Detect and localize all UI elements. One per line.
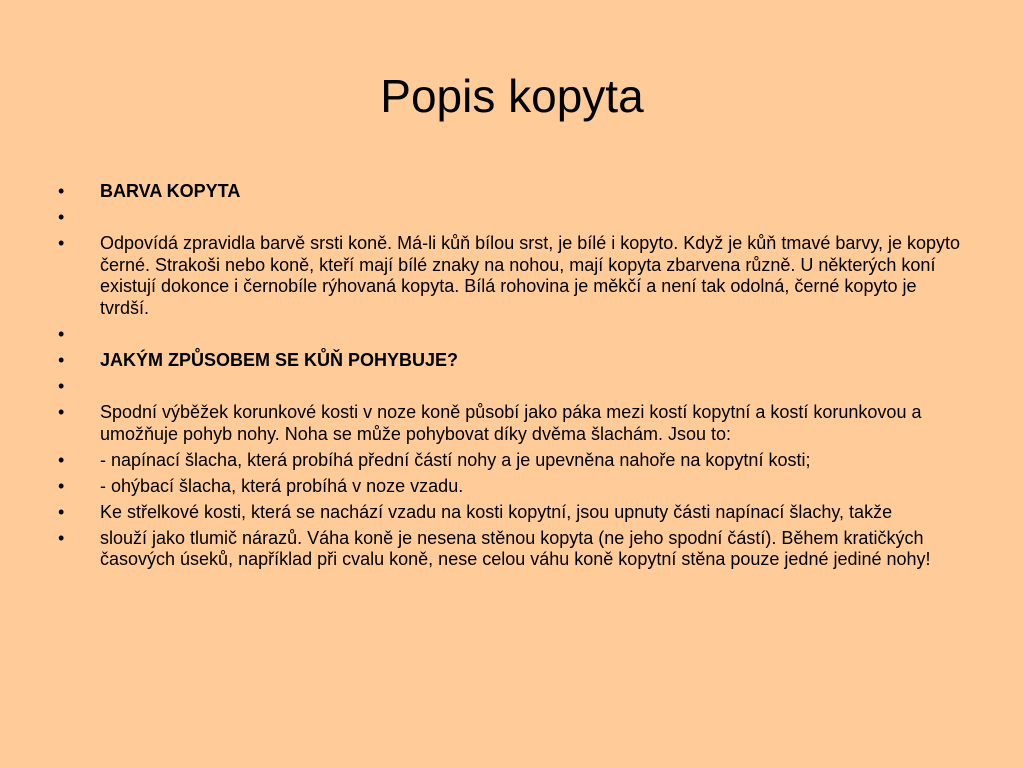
bullet-marker: •: [58, 475, 65, 496]
bullet-marker: •: [58, 501, 65, 522]
bullet-item: [58, 350, 968, 372]
bullet-item: [58, 450, 968, 472]
bullet-text: - ohýbací šlacha, která probíhá v noze vzadu.: [100, 475, 464, 496]
bullet-item: [58, 476, 968, 498]
bullet-marker: •: [58, 449, 65, 470]
slide-title: Popis kopyta: [380, 70, 644, 122]
bullet-item: [58, 502, 968, 524]
bullet-item: [58, 233, 968, 319]
bullet-marker: •: [58, 323, 65, 344]
bullet-item: [58, 376, 968, 398]
bullet-marker: •: [58, 181, 65, 201]
bullet-marker: •: [58, 349, 65, 370]
bullet-item: [58, 181, 968, 203]
bullet-marker: •: [58, 402, 65, 423]
bullet-text: slouží jako tlumič nárazů. Váha koně je nesena stěnou kopyta (ne jeho spodní částí). Během kratičkých časových úseků, například při cvalu koně, nese celou váhu koně kopytní stěna pouze jedné jediné nohy!: [100, 527, 931, 570]
bullet-marker: •: [58, 233, 65, 254]
bullet-marker: •: [58, 527, 65, 548]
bullet-item: [58, 324, 968, 346]
bullet-text: Spodní výběžek korunkové kosti v noze koně působí jako páka mezi kostí kopytní a kostí korunkovou a umožňuje pohyb nohy. Noha se může pohybovat díky dvěma šlachám. Jsou to:: [100, 402, 922, 444]
bullet-marker: •: [58, 207, 65, 228]
bullet-heading: JAKÝM ZPŮSOBEM SE KŮŇ POHYBUJE?: [100, 349, 459, 370]
bullet-text: Ke střelkové kosti, která se nachází vzadu na kosti kopytní, jsou upnuty části napínací šlachy, takže: [100, 501, 893, 522]
bullet-text: - napínací šlacha, která probíhá přední částí nohy a je upevněna nahoře na kopytní kosti;: [100, 449, 811, 470]
bullet-text: Odpovídá zpravidla barvě srsti koně. Má-li kůň bílou srst, je bílé i kopyto. Když je kůň tmavé barvy, je kopyto černé. Strakoši nebo koně, kteří mají bílé znaky na nohou, mají kopyta zbarvena různě. U některých koní existují dokonce i černobíle rýhovaná kopyta. Bílá rohovina je měkčí a není tak odolná, černé kopyto je tvrdší.: [100, 233, 961, 318]
bullet-item: [58, 402, 968, 445]
bullet-item: [58, 528, 968, 571]
bullet-marker: •: [58, 375, 65, 396]
bullet-heading: BARVA KOPYTA: [100, 181, 241, 201]
bullet-list: [58, 181, 968, 576]
bullet-item: [58, 207, 968, 229]
